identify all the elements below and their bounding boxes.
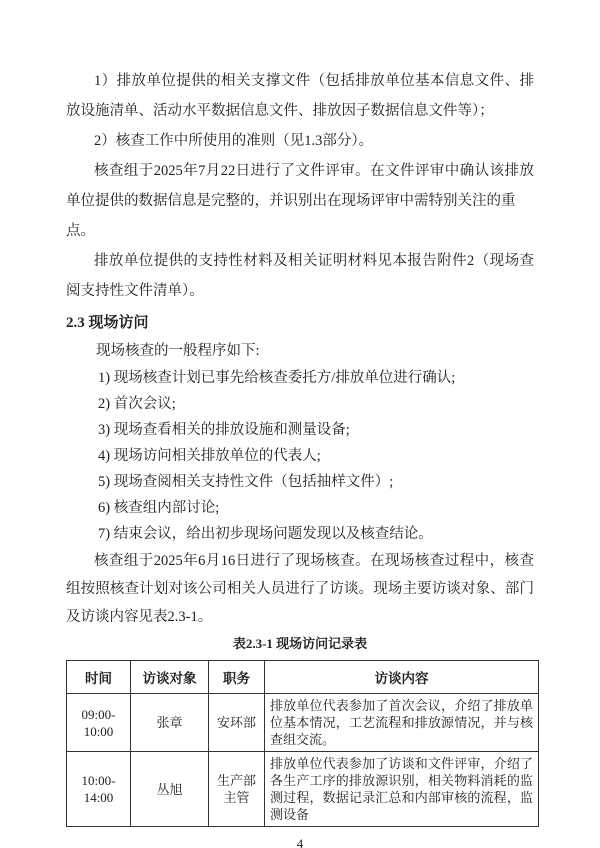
header-cell-position: 职务 bbox=[209, 661, 265, 694]
cell-content: 排放单位代表参加了首次会议，介绍了排放单位基本情况，工艺流程和排放源情况，并与核查组交流。 bbox=[265, 694, 539, 752]
cell-position: 生产部主管 bbox=[209, 752, 265, 827]
paragraph-support-docs bbox=[66, 66, 534, 126]
header-cell-interviewee: 访谈对象 bbox=[131, 661, 209, 694]
section-heading-site-visit: 2.3 现场访问 bbox=[66, 315, 149, 331]
paragraph-line: 及访谈内容见表2.3-1。 bbox=[66, 609, 213, 625]
paragraph-line: 核查组于2025年6月16日进行了现场核查。在现场核查过程中，核查 bbox=[94, 553, 534, 569]
paragraph-line: 核查组于2025年7月22日进行了文件评审。在文件评审中确认该排放 bbox=[94, 163, 534, 179]
paragraph-line: 排放单位提供的支持性材料及相关证明材料见本报告附件2（现场查 bbox=[94, 253, 534, 269]
table-row bbox=[67, 694, 539, 752]
procedure-list-item-5: 5) 现场查阅相关支持性文件（包括抽样文件）; bbox=[98, 474, 394, 490]
cell-time: 09:00-10:00 bbox=[67, 694, 131, 752]
paragraph-line: 1）排放单位提供的相关支撑文件（包括排放单位基本信息文件、排 bbox=[94, 73, 534, 89]
procedure-list-item-3: 3) 现场查看相关的排放设施和测量设备; bbox=[98, 422, 350, 438]
procedure-intro-line: 现场核查的一般程序如下: bbox=[96, 343, 260, 359]
cell-interviewee: 张章 bbox=[131, 694, 209, 752]
header-cell-time: 时间 bbox=[67, 661, 131, 694]
procedure-list-item-4: 4) 现场访问相关排放单位的代表人; bbox=[98, 448, 321, 464]
cell-content: 排放单位代表参加了访谈和文件评审，介绍了各生产工序的排放源识别，相关物料消耗的监测过程，数据记录汇总和内部审核的流程，监测设备 bbox=[265, 752, 539, 827]
procedure-list-item-2: 2) 首次会议; bbox=[98, 396, 176, 412]
paragraph-attachment bbox=[66, 246, 534, 306]
procedure-list-item-7: 7) 结束会议，给出初步现场问题发现以及核查结论。 bbox=[98, 526, 433, 542]
interview-record-table bbox=[66, 660, 539, 827]
paragraph-line: 组按照核查计划对该公司相关人员进行了访谈。现场主要访谈对象、部门 bbox=[66, 581, 534, 597]
paragraph-criteria bbox=[66, 126, 534, 156]
cell-position: 安环部 bbox=[209, 694, 265, 752]
paragraph-line: 单位提供的数据信息是完整的，并识别出在现场评审中需特别关注的重点。 bbox=[66, 193, 516, 239]
paragraph-site-visit bbox=[66, 547, 534, 631]
paragraph-line: 放设施清单、活动水平数据信息文件、排放因子数据信息文件等）； bbox=[66, 103, 494, 119]
table-row bbox=[67, 752, 539, 827]
procedure-list-item-1: 1) 现场核查计划已事先给核查委托方/排放单位进行确认; bbox=[98, 370, 456, 386]
paragraph-line: 2）核查工作中所使用的准则（见1.3部分）。 bbox=[94, 133, 374, 149]
table-caption: 表2.3-1 现场访问记录表 bbox=[232, 636, 368, 651]
procedure-list-item-6: 6) 核查组内部讨论; bbox=[98, 500, 220, 516]
cell-time: 10:00-14:00 bbox=[67, 752, 131, 827]
paragraph-document-review bbox=[66, 156, 534, 246]
cell-interviewee: 丛旭 bbox=[131, 752, 209, 827]
table-header-row bbox=[67, 661, 539, 694]
header-cell-content: 访谈内容 bbox=[265, 661, 539, 694]
page-number: 4 bbox=[296, 836, 304, 848]
paragraph-line: 阅支持性文件清单）。 bbox=[66, 283, 204, 299]
